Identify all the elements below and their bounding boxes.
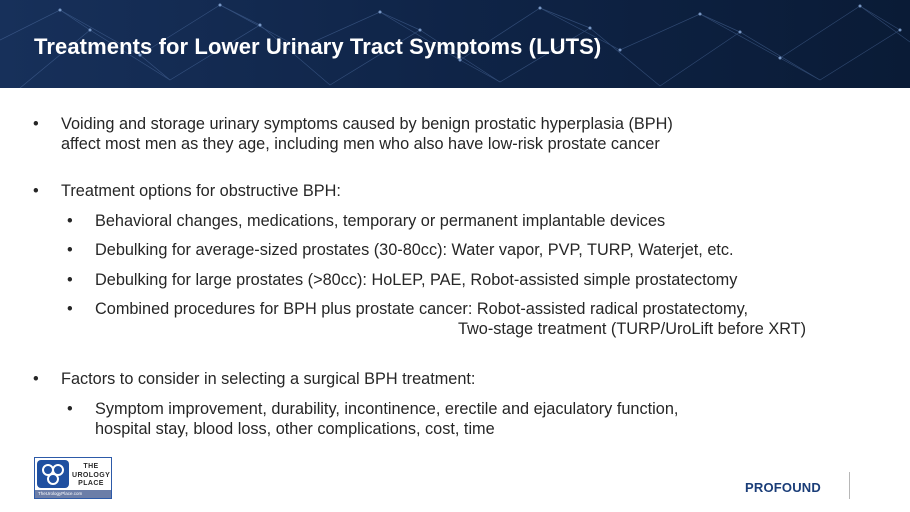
- sub-bullet-text: Symptom improvement, durability, incontinence, erectile and ejaculatory function,: [95, 400, 679, 418]
- logo-wordmark: [72, 463, 110, 489]
- logo-url: TheUrologyPlace.com: [35, 490, 111, 498]
- logo-line-3: PLACE: [78, 480, 104, 487]
- sub-bullet-text-continued: Two-stage treatment (TURP/UroLift before XRT): [458, 320, 807, 338]
- slide-title: Treatments for Lower Urinary Tract Symptoms (LUTS): [34, 34, 602, 59]
- sub-bullet-marker: •: [67, 271, 73, 289]
- profound-brand-logo: PROFOUND: [745, 480, 821, 495]
- sub-bullet-text: Debulking for average-sized prostates (30-80cc): Water vapor, PVP, TURP, Waterjet, etc.: [95, 241, 734, 259]
- bullet-marker: •: [33, 370, 39, 388]
- sub-bullet-text: Debulking for large prostates (>80cc): HoLEP, PAE, Robot-assisted simple prostatectomy: [95, 271, 738, 289]
- logo-rings-icon: [37, 460, 69, 488]
- urology-place-logo: [34, 457, 112, 499]
- footer-divider: [849, 472, 850, 499]
- logo-line-1: THE: [83, 463, 99, 470]
- bullet-text: Factors to consider in selecting a surgical BPH treatment:: [61, 370, 476, 388]
- bullet-text: Voiding and storage urinary symptoms caused by benign prostatic hyperplasia (BPH): [61, 115, 673, 133]
- sub-bullet-marker: •: [67, 212, 73, 230]
- bullet-text: affect most men as they age, including men who also have low-risk prostate cancer: [61, 135, 660, 153]
- logo-line-2: UROLOGY: [72, 471, 111, 479]
- bullet-marker: •: [33, 182, 39, 200]
- bullet-marker: •: [33, 115, 39, 133]
- sub-bullet-marker: •: [67, 241, 73, 259]
- sub-bullet-marker: •: [67, 400, 73, 418]
- sub-bullet-text: Combined procedures for BPH plus prostate cancer: Robot-assisted radical prostatectomy,: [95, 300, 749, 318]
- bullet-text: Treatment options for obstructive BPH:: [61, 182, 341, 200]
- sub-bullet-marker: •: [67, 300, 73, 318]
- sub-bullet-text: Behavioral changes, medications, temporary or permanent implantable devices: [95, 212, 666, 230]
- sub-bullet-text-continued: hospital stay, blood loss, other complications, cost, time: [95, 420, 495, 438]
